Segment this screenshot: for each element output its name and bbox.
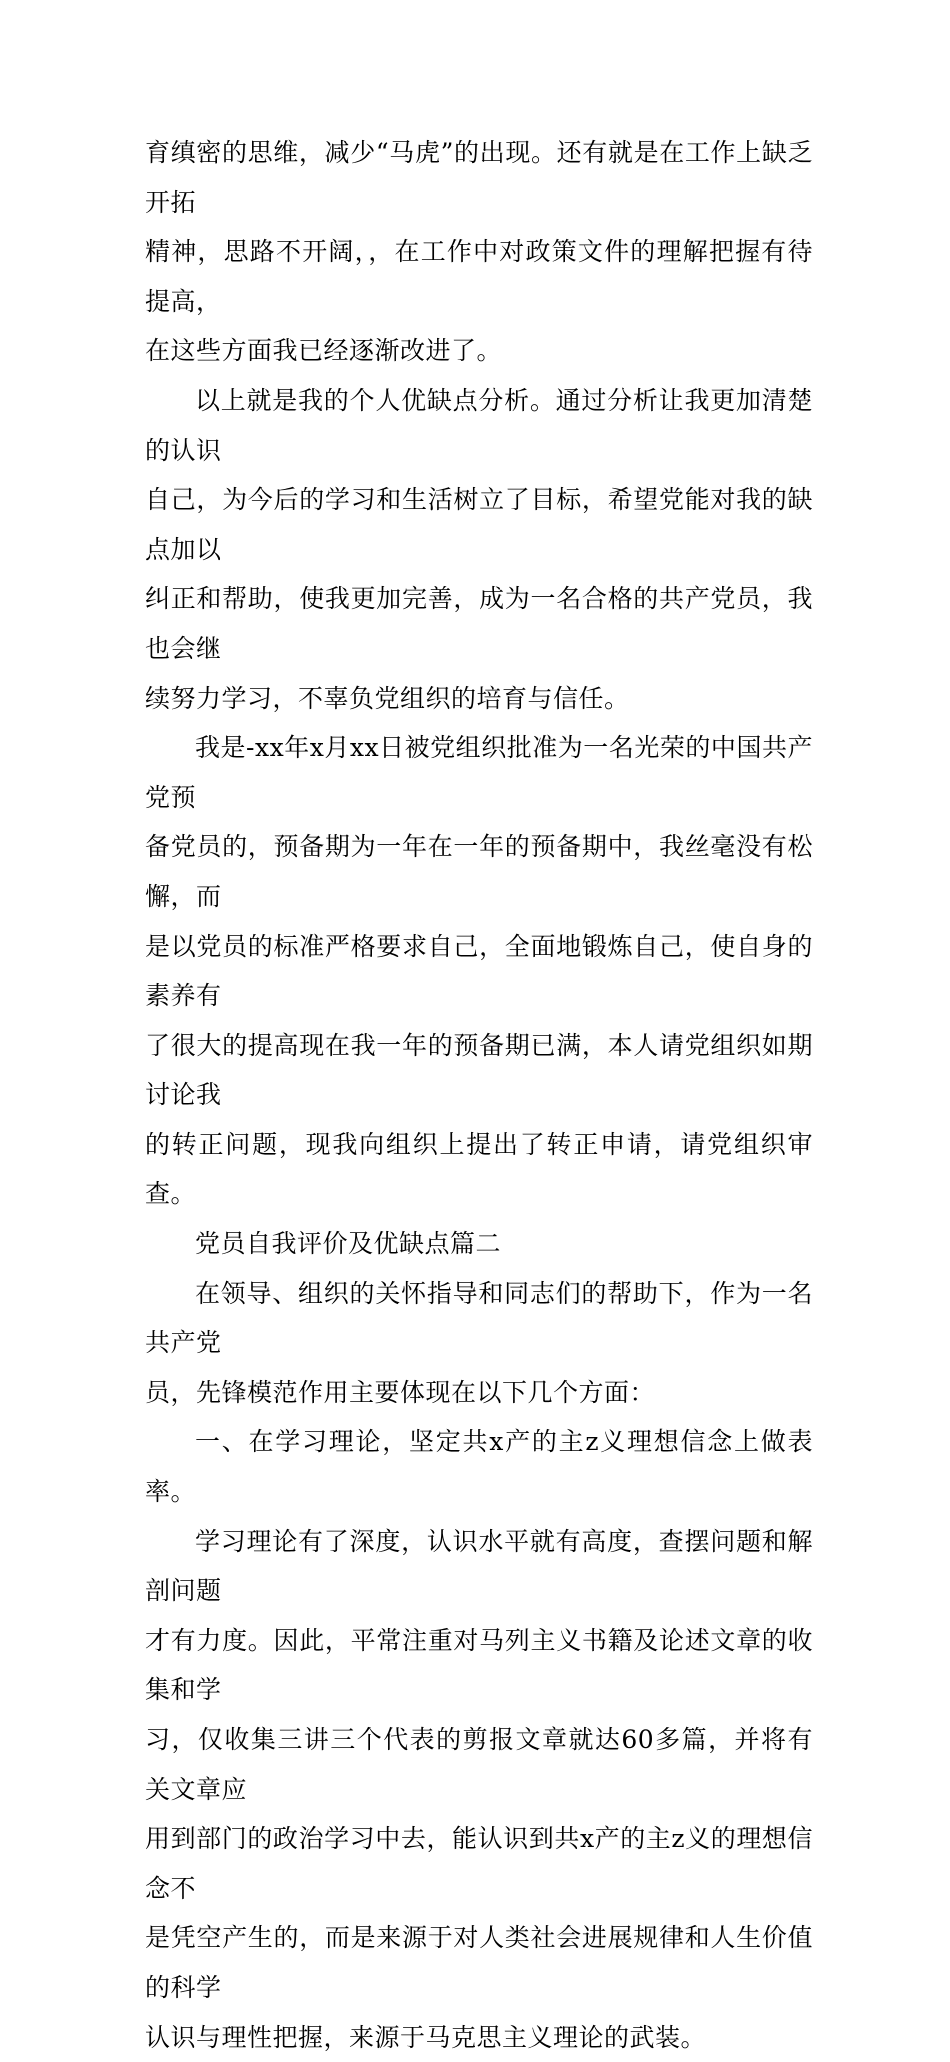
paragraph-3 xyxy=(145,723,813,1219)
section-heading-text: 党员自我评价及优缺点篇二 xyxy=(195,1229,502,1259)
paragraph-line: 育缜密的思维，减少“马虎”的出现。还有就是在工作上缺乏开拓 xyxy=(145,138,813,217)
paragraph-7 xyxy=(145,1517,813,2062)
section-heading xyxy=(145,1219,813,1269)
paragraph-line: 备党员的，预备期为一年在一年的预备期中，我丝毫没有松懈，而 xyxy=(145,832,813,911)
paragraph-line: 了很大的提高现在我一年的预备期已满，本人请党组织如期讨论我 xyxy=(145,1030,813,1110)
paragraph-line: 纠正和帮助，使我更加完善，成为一名合格的共产党员，我也会继 xyxy=(145,584,813,663)
paragraph-6 xyxy=(145,1417,813,1516)
paragraph-line: 在这些方面我已经逐渐改进了。 xyxy=(145,336,503,366)
paragraph-line: 以上就是我的个人优缺点分析。通过分析让我更加清楚的认识 xyxy=(145,385,813,465)
paragraph-line: 自己，为今后的学习和生活树立了目标，希望党能对我的缺点加以 xyxy=(145,485,813,564)
paragraph-line: 习，仅收集三讲三个代表的剪报文章就达60多篇，并将有关文章应 xyxy=(145,1725,813,1804)
document-body xyxy=(145,128,813,2062)
paragraph-line: 是凭空产生的，而是来源于对人类社会进展规律和人生价值的科学 xyxy=(145,1923,813,2002)
paragraph-line: 认识与理性把握，来源于马克思主义理论的武装。 xyxy=(145,2022,707,2052)
paragraph-line: 我是-xx年x月xx日被党组织批准为一名光荣的中国共产党预 xyxy=(145,733,813,812)
paragraph-line: 学习理论有了深度，认识水平就有高度，查摆问题和解剖问题 xyxy=(145,1526,813,1606)
paragraph-line: 才有力度。因此，平常注重对马列主义书籍及论述文章的收集和学 xyxy=(145,1625,813,1705)
paragraph-line: 在领导、组织的关怀指导和同志们的帮助下，作为一名共产党 xyxy=(145,1278,813,1358)
paragraph-line: 用到部门的政治学习中去，能认识到共x产的主z义的理想信念不 xyxy=(145,1824,813,1903)
paragraph-line: 续努力学习，不辜负党组织的培育与信任。 xyxy=(145,683,630,713)
paragraph-line: 精神，思路不开阔，，在工作中对政策文件的理解把握有待提高， xyxy=(145,237,813,316)
paragraph-line: 一、在学习理论，坚定共x产的主z义理想信念上做表率。 xyxy=(145,1427,813,1507)
paragraph-line: 的转正问题，现我向组织上提出了转正申请，请党组织审查。 xyxy=(145,1129,813,1209)
paragraph-1 xyxy=(145,128,813,376)
paragraph-5 xyxy=(145,1269,813,1418)
paragraph-line: 是以党员的标准严格要求自己，全面地锻炼自己，使自身的素养有 xyxy=(145,931,813,1011)
paragraph-2 xyxy=(145,376,813,723)
paragraph-line: 员，先锋模范作用主要体现在以下几个方面： xyxy=(145,1377,656,1407)
